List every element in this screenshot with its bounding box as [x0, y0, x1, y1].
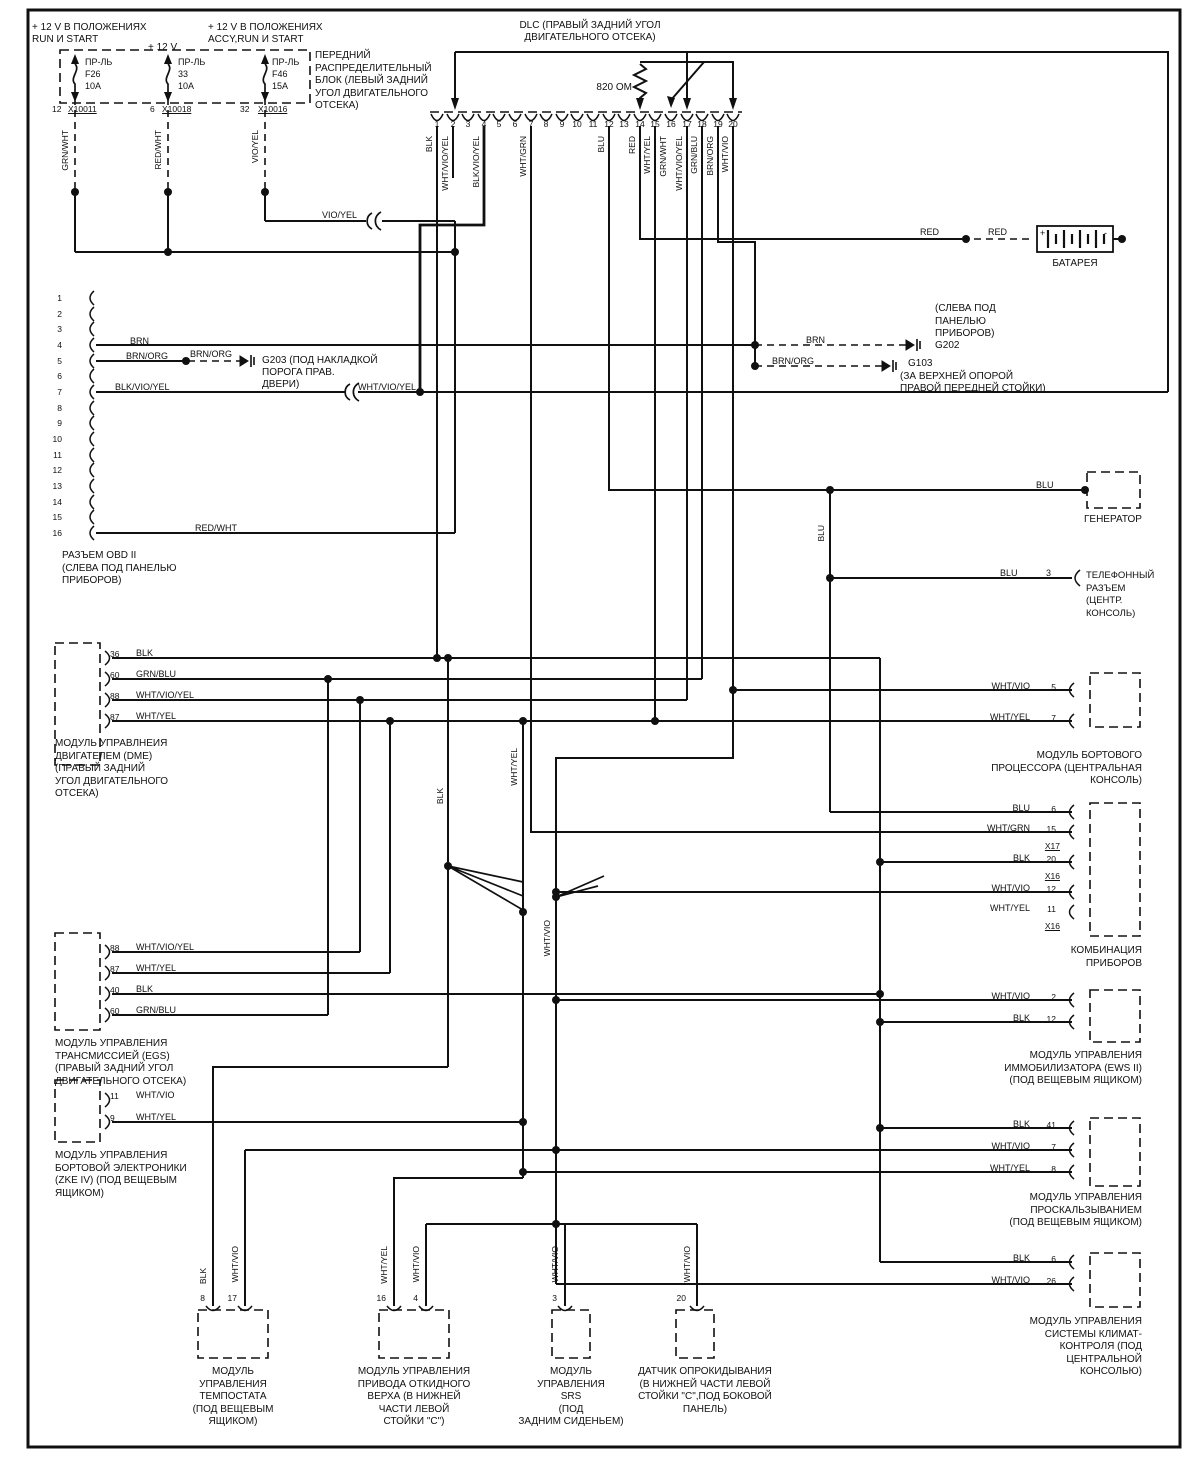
battery-plus: + [1040, 228, 1046, 238]
dlc-wire-1: BLK [424, 136, 434, 153]
dlc-pin-9: 9 [559, 119, 565, 129]
dlc-wire-17: WHT/VIO/YEL [674, 136, 684, 191]
fuse-icons [73, 64, 266, 92]
dlc-pin-6: 6 [512, 119, 518, 129]
dlc-wire-18: GRN/BLU [689, 136, 699, 174]
g103-name: G103 [908, 358, 933, 369]
obd-pin-2: 2 [57, 309, 62, 319]
g203-loc-2: ПОРОГА ПРАВ. [262, 367, 335, 378]
dlc-pin-11: 11 [588, 119, 598, 129]
dlc-wire-16: GRN/WHT [658, 136, 668, 177]
cluster-pin-12: 12 [1046, 884, 1056, 894]
board-label: МОДУЛЬ БОРТОВОГО ПРОЦЕССОРА (ЦЕНТРАЛЬНАЯ КОНСОЛЬ) [991, 750, 1142, 786]
obd-pin-6: 6 [57, 371, 62, 381]
egs-wire-87: WHT/YEL [136, 963, 177, 973]
cluster-wire-whtyel: WHT/YEL [989, 903, 1030, 913]
asc-pin-7: 7 [1051, 1142, 1056, 1152]
climate-wire-6: BLK [1012, 1253, 1030, 1263]
obd-wire-7: BLK/VIO/YEL [115, 382, 170, 392]
g203-ground-icon [240, 355, 254, 367]
dlc-pin-8: 8 [543, 119, 549, 129]
blk-trunk-label: BLK [435, 788, 445, 805]
g203-name-line: G203 (ПОД НАКЛАДКОЙ [262, 355, 378, 366]
climate-wire-26: WHT/VIO [991, 1275, 1030, 1285]
g203-loc-3: ДВЕРИ) [262, 379, 300, 390]
asc-pin-8: 8 [1051, 1164, 1056, 1174]
climate-pin-26: 26 [1046, 1276, 1056, 1286]
ews-pin-2: 2 [1051, 992, 1056, 1002]
dme-wire-60: GRN/BLU [136, 669, 177, 679]
temp-wire-blk: BLK [198, 1268, 208, 1285]
phone-label: ТЕЛЕФОННЫЙ РАЗЪЕМ (ЦЕНТР. КОНСОЛЬ) [1086, 570, 1155, 619]
asc-wire-41: BLK [1012, 1119, 1030, 1129]
fuse2-id: 33 [178, 69, 189, 79]
g103-loc-1: (ЗА ВЕРХНЕЙ ОПОРОЙ [900, 371, 1014, 382]
egs-pin-88: 88 [110, 943, 120, 953]
fuse1-id: F26 [85, 69, 101, 79]
g202-name: G202 [935, 340, 960, 351]
dlc-title-2: ДВИГАТЕЛЬНОГО ОТСЕКА) [524, 32, 656, 43]
dlc-pin-13: 13 [619, 119, 629, 129]
asc-label: МОДУЛЬ УПРАВЛЕНИЯ ПРОСКАЛЬЗЫВАНИЕМ (ПОД ВЕЩЕВЫМ ЯЩИКОМ) [1009, 1192, 1142, 1228]
obd-pin-9: 9 [57, 418, 62, 428]
cluster-wire-blu: BLU [1012, 803, 1030, 813]
asc-wire-7: WHT/VIO [991, 1141, 1030, 1151]
g203-wire-label: BRN/ORG [190, 349, 233, 359]
rollover-label: ДАТЧИК ОПРОКИДЫВАНИЯ (В НИЖНЕЙ ЧАСТИ ЛЕВОЙ СТОЙКИ "С",ПОД БОКОВОЙ ПАНЕЛЬ) [638, 1366, 772, 1415]
asc-pin-41: 41 [1046, 1120, 1056, 1130]
fuse1-name: ПР-ЛЬ [85, 57, 113, 67]
egs-pin-87: 87 [110, 964, 120, 974]
obd-pin-5: 5 [57, 356, 62, 366]
obd-pin-7: 7 [57, 387, 62, 397]
cluster-wire-whtgrn: WHT/GRN [987, 823, 1030, 833]
dlc-pin-7: 7 [528, 119, 534, 129]
roof-wire-whtvio: WHT/VIO [411, 1246, 421, 1283]
fuse2-wire-label: RED/WHT [153, 130, 163, 170]
dme-wire-36: BLK [136, 648, 154, 658]
power-label-run-start: + 12 V В ПОЛОЖЕНИЯХ [32, 22, 147, 33]
g202-location: (СЛЕВА ПОД ПАНЕЛЬЮ ПРИБОРОВ) [935, 303, 996, 339]
fuse1-amp: 10A [85, 81, 102, 91]
fuse3-amp: 15A [272, 81, 289, 91]
srs-wire-whtvio: WHT/VIO [550, 1246, 560, 1283]
cluster-label: КОМБИНАЦИЯ ПРИБОРОВ [1070, 945, 1142, 969]
fuse3-name: ПР-ЛЬ [272, 57, 300, 67]
fuse3-conn: X10016 [258, 104, 288, 114]
cluster-pin-6: 6 [1051, 804, 1056, 814]
dme-pin-88: 88 [110, 691, 120, 701]
fuse1-pin: 12 [52, 104, 62, 114]
fuse2-pin: 6 [150, 104, 155, 114]
g103-wire-label: BRN/ORG [772, 356, 815, 366]
power-label-accy-2: ACCY,RUN И START [208, 34, 304, 45]
srs-pin-3: 3 [552, 1293, 557, 1303]
cluster-wire-blk: BLK [1012, 853, 1030, 863]
board-wire-7: WHT/YEL [989, 712, 1030, 722]
ews-wire-2: WHT/VIO [991, 991, 1030, 1001]
zke-pin-9: 9 [110, 1113, 115, 1123]
egs-pin-60: 60 [110, 1006, 120, 1016]
egs-pin-40: 40 [110, 985, 120, 995]
board-pin-7: 7 [1051, 713, 1056, 723]
ews-label: МОДУЛЬ УПРАВЛЕНИЯ ИММОБИЛИЗАТОРА (EWS II) (ПОД ВЕЩЕВЫМ ЯЩИКОМ) [1004, 1050, 1142, 1086]
dlc-pin-15: 15 [650, 119, 660, 129]
dlc-pin-2: 2 [450, 119, 456, 129]
egs-wire-60: GRN/BLU [136, 1005, 177, 1015]
dlc-pin-12: 12 [604, 119, 614, 129]
dlc-wire-2: WHT/VIO/YEL [440, 136, 450, 191]
power-label-run-start-2: RUN И START [32, 34, 99, 45]
battery-minus: - [1104, 228, 1107, 238]
ews-pin-12: 12 [1046, 1014, 1056, 1024]
egs-label: МОДУЛЬ УПРАВЛЕНИЯ ТРАНСМИССИЕЙ (EGS) (ПРАВЫЙ ЗАДНИЙ УГОЛ ДВИГАТЕЛЬНОГО ОТСЕКА) [55, 1038, 187, 1087]
dme-wire-87: WHT/YEL [136, 711, 177, 721]
wht-vio-trunk-label: WHT/VIO [542, 920, 552, 957]
dlc-pin-16: 16 [666, 119, 676, 129]
g103-ground-icon [882, 360, 896, 372]
dme-pin-60: 60 [110, 670, 120, 680]
cluster-conn-x16a: X16 [1044, 871, 1060, 881]
obd-wire-5: BRN/ORG [126, 351, 169, 361]
dlc-pin-18: 18 [697, 119, 707, 129]
dme-pin-87: 87 [110, 712, 120, 722]
fuse1-conn: X10011 [68, 104, 97, 114]
inline-connector-icons [345, 212, 381, 401]
roof-pin-16: 16 [376, 1293, 386, 1303]
dlc-wire-4: BLK/VIO/YEL [471, 136, 481, 188]
fuse2-conn: X10018 [162, 104, 192, 114]
obd-pin-3: 3 [57, 324, 62, 334]
dlc-pin-20: 20 [728, 119, 738, 129]
obd-wire-7b: WHT/VIO/YEL [358, 382, 417, 392]
obd-pin-8: 8 [57, 403, 62, 413]
dme-wire-88: WHT/VIO/YEL [136, 690, 195, 700]
dlc-wire-15: WHT/YEL [642, 136, 652, 174]
battery-wire-label-2: RED [988, 227, 1008, 237]
dlc-wire-19: BRN/ORG [705, 136, 715, 176]
temp-wire-whtvio: WHT/VIO [230, 1246, 240, 1283]
roof-wire-whtyel: WHT/YEL [379, 1246, 389, 1284]
dlc-pin-5: 5 [496, 119, 502, 129]
fuse2-amp: 10A [178, 81, 195, 91]
obd-pin-11: 11 [53, 450, 62, 460]
temp-label: МОДУЛЬ УПРАВЛЕНИЯ ТЕМПОСТАТА (ПОД ВЕЩЕВЫМ ЯЩИКОМ) [192, 1366, 274, 1427]
power-label-12v: + 12 V [148, 42, 178, 53]
dlc-title: DLC (ПРАВЫЙ ЗАДНИЙ УГОЛ [519, 20, 661, 31]
temp-pin-8: 8 [200, 1293, 205, 1303]
dme-label: МОДУЛЬ УПРАВЛНЕИЯ ДВИГАТЕЛЕМ (DME) (ПРАВЫЙ ЗАДНИЙ УГОЛ ДВИГАТЕЛЬНОГО ОТСЕКА) [55, 738, 169, 799]
zke-pin-11: 11 [110, 1091, 119, 1101]
generator-label: ГЕНЕРАТОР [1084, 514, 1142, 525]
cluster-pin-15: 15 [1046, 824, 1056, 834]
temp-pin-17: 17 [227, 1293, 237, 1303]
asc-wire-8: WHT/YEL [989, 1163, 1030, 1173]
front-block-label: ПЕРЕДНИЙ РАСПРЕДЕЛИТЕЛЬНЫЙ БЛОК (ЛЕВЫЙ ЗАДНИЙ УГОЛ ДВИГАТЕЛЬНОГО ОТСЕКА) [315, 50, 432, 111]
rollover-wire-whtvio: WHT/VIO [682, 1246, 692, 1283]
obd-pin-1: 1 [57, 293, 62, 303]
obd-pin-12: 12 [52, 465, 62, 475]
obd-label: РАЗЪЕМ OBD II (СЛЕВА ПОД ПАНЕЛЬЮ ПРИБОРОВ) [62, 550, 177, 586]
dme-pin-36: 36 [110, 649, 120, 659]
blu-trunk-label: BLU [816, 525, 826, 542]
roof-pin-4: 4 [413, 1293, 418, 1303]
fuse3-wire-label: VIO/YEL [250, 130, 260, 164]
phone-pin: 3 [1046, 568, 1052, 578]
rollover-pin-20: 20 [676, 1293, 686, 1303]
g202-wire-label: BRN [806, 335, 826, 345]
generator-wire-label: BLU [1036, 480, 1054, 490]
dlc-pin-19: 19 [713, 119, 723, 129]
dlc-wire-20: WHT/VIO [720, 136, 730, 173]
srs-label: МОДУЛЬ УПРАВЛЕНИЯ SRS (ПОД ЗАДНИМ СИДЕНЬЕМ) [518, 1366, 624, 1427]
dashed-wires [75, 98, 1034, 366]
dlc-pin-10: 10 [572, 119, 582, 129]
zke-wire-11: WHT/VIO [136, 1090, 175, 1100]
cluster-pin-11: 11 [1047, 904, 1056, 914]
cluster-conn-x16b: X16 [1044, 921, 1060, 931]
zke-wire-9: WHT/YEL [136, 1112, 177, 1122]
frame [28, 10, 1180, 1447]
battery-label: БАТАРЕЯ [1052, 258, 1098, 269]
board-pin-5: 5 [1051, 682, 1056, 692]
phone-wire-label: BLU [1000, 568, 1018, 578]
egs-wire-88: WHT/VIO/YEL [136, 942, 195, 952]
cluster-conn-x17: X17 [1044, 841, 1060, 851]
fuse3-id: F46 [272, 69, 288, 79]
battery-icon [1037, 226, 1113, 252]
battery-wire-label-1: RED [920, 227, 940, 237]
ews-wire-12: BLK [1012, 1013, 1030, 1023]
dlc-pin-4: 4 [481, 119, 487, 129]
obd-connector-cups [90, 291, 94, 540]
zke-label: МОДУЛЬ УПРАВЛЕНИЯ БОРТОВОЙ ЭЛЕКТРОНИКИ (ZKE IV) (ПОД ВЕЩЕВЫМ ЯЩИКОМ) [55, 1150, 187, 1199]
obd-pin-13: 13 [52, 481, 62, 491]
dlc-wire-7: WHT/GRN [518, 136, 528, 177]
resistor-label: 820 ОМ [596, 82, 632, 93]
obd-pin-4: 4 [57, 340, 62, 350]
dlc-pin-1: 1 [434, 119, 440, 129]
junction-fans [448, 866, 604, 910]
fuse1-wire-label: GRN/WHT [60, 130, 70, 171]
board-wire-5: WHT/VIO [991, 681, 1030, 691]
obd-pin-10: 10 [52, 434, 62, 444]
dlc-pin-17: 17 [682, 119, 692, 129]
wht-yel-trunk-label: WHT/YEL [509, 748, 519, 786]
dlc-pin-14: 14 [635, 119, 645, 129]
dlc-wire-12: BLU [596, 136, 606, 153]
roof-label: МОДУЛЬ УПРАВЛЕНИЯ ПРИВОДА ОТКИДНОГО ВЕРХА (В НИЖНЕЙ ЧАСТИ ЛЕВОЙ СТОЙКИ "С") [357, 1366, 471, 1427]
egs-wire-40: BLK [136, 984, 154, 994]
obd-pin-14: 14 [52, 497, 62, 507]
climate-pin-6: 6 [1051, 1254, 1056, 1264]
g103-loc-2: ПРАВОЙ ПЕРЕДНЕЙ СТОЙКИ) [900, 383, 1046, 394]
climate-label: МОДУЛЬ УПРАВЛЕНИЯ СИСТЕМЫ КЛИМАТ- КОНТРОЛЯ (ПОД ЦЕНТРАЛЬНОЙ КОНСОЛЬЮ) [1029, 1316, 1142, 1377]
fuse3-pin: 32 [240, 104, 250, 114]
cluster-wire-whtvio: WHT/VIO [991, 883, 1030, 893]
power-label-accy: + 12 V В ПОЛОЖЕНИЯХ [208, 22, 323, 33]
vio-yel-wire-label: VIO/YEL [322, 210, 358, 220]
obd-pin-16: 16 [52, 528, 62, 538]
obd-wire-4: BRN [130, 336, 150, 346]
obd-wire-16: RED/WHT [195, 523, 237, 533]
g202-ground-icon [906, 339, 920, 351]
cluster-pin-20: 20 [1046, 854, 1056, 864]
fuse2-name: ПР-ЛЬ [178, 57, 206, 67]
dlc-pin-3: 3 [465, 119, 471, 129]
dlc-wire-14: RED [627, 136, 637, 154]
obd-pin-15: 15 [52, 512, 62, 522]
